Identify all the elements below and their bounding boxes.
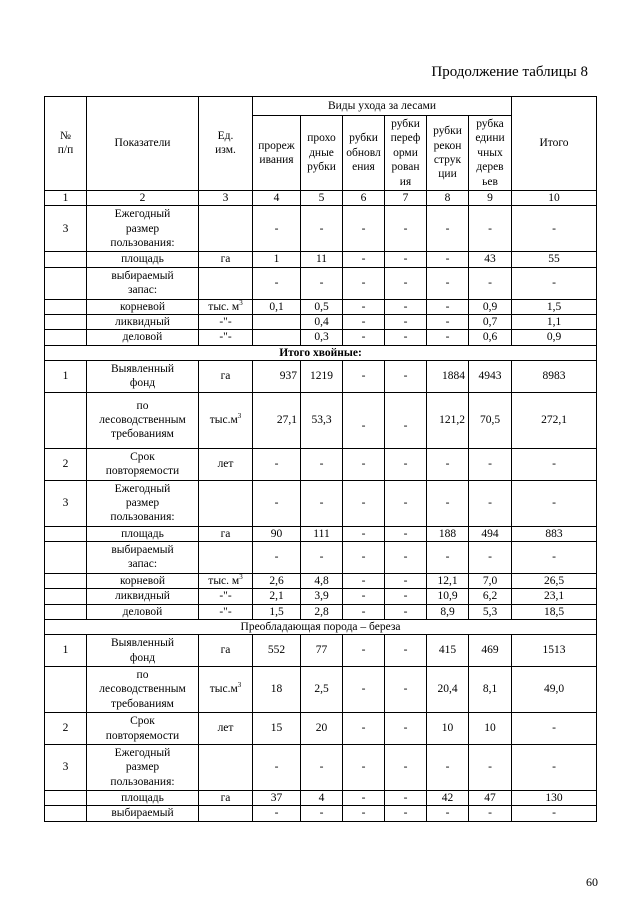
cell: -: [343, 713, 385, 745]
cell: 15: [253, 713, 301, 745]
row-label: по лесоводственным требованиям: [87, 667, 199, 713]
row-num: 3: [45, 206, 87, 252]
cell: 272,1: [512, 392, 597, 448]
row-unit: -"-: [199, 589, 253, 604]
row-num: [45, 252, 87, 267]
cell: 4,8: [301, 573, 343, 588]
row-unit: [199, 542, 253, 574]
cell: 0,7: [469, 314, 512, 329]
row-unit: [199, 806, 253, 821]
cell: -: [512, 713, 597, 745]
cell: -: [385, 480, 427, 526]
cell: -: [343, 448, 385, 480]
cell: -: [512, 806, 597, 821]
row-unit: тыс. $м^3$: [199, 299, 253, 314]
cell: 469: [469, 635, 512, 667]
cell: -: [512, 448, 597, 480]
col-number: 10: [512, 190, 597, 205]
cell: -: [385, 206, 427, 252]
cell: 2,8: [301, 604, 343, 619]
cell: -: [343, 206, 385, 252]
cell: 6,2: [469, 589, 512, 604]
row-num: [45, 526, 87, 541]
cell: -: [385, 392, 427, 448]
cell: -: [512, 744, 597, 790]
cell: -: [343, 480, 385, 526]
table-row: [45, 330, 597, 345]
col-number: 7: [385, 190, 427, 205]
cell: -: [343, 806, 385, 821]
cell: -: [385, 542, 427, 574]
cell: -: [469, 267, 512, 299]
cell: 8983: [512, 361, 597, 393]
cell: -: [512, 542, 597, 574]
col-number: 9: [469, 190, 512, 205]
cell: -: [427, 448, 469, 480]
cell: 49,0: [512, 667, 597, 713]
row-label: Ежегодный размер пользования:: [87, 744, 199, 790]
table-row: [45, 448, 597, 480]
cell: 883: [512, 526, 597, 541]
cell: 55: [512, 252, 597, 267]
row-num: [45, 542, 87, 574]
cell: 26,5: [512, 573, 597, 588]
table-row: [45, 791, 597, 806]
row-unit: [199, 480, 253, 526]
cell: 1,1: [512, 314, 597, 329]
cell: -: [343, 542, 385, 574]
cell: 937: [253, 361, 301, 393]
cell: 1513: [512, 635, 597, 667]
row-label: выбираемый запас:: [87, 542, 199, 574]
cell: 1: [253, 252, 301, 267]
cell: [253, 330, 301, 345]
cell: 23,1: [512, 589, 597, 604]
cell: 27,1: [253, 392, 301, 448]
cell: [253, 314, 301, 329]
header-num: № п/п: [45, 97, 87, 191]
cell: -: [385, 791, 427, 806]
cell: -: [253, 542, 301, 574]
cell: 2,1: [253, 589, 301, 604]
header-col: рубки рекон струк ции: [427, 116, 469, 191]
row-label: выбираемый запас:: [87, 267, 199, 299]
row-label: Выявленный фонд: [87, 635, 199, 667]
cell: -: [343, 635, 385, 667]
row-num: [45, 791, 87, 806]
cell: -: [427, 267, 469, 299]
cell: 4: [301, 791, 343, 806]
cell: -: [427, 206, 469, 252]
section-title-row: [45, 619, 597, 634]
row-unit: [199, 206, 253, 252]
cell: 70,5: [469, 392, 512, 448]
row-num: 2: [45, 713, 87, 745]
row-unit: га: [199, 791, 253, 806]
cell: -: [253, 206, 301, 252]
cell: -: [253, 480, 301, 526]
cell: 53,3: [301, 392, 343, 448]
cell: -: [469, 480, 512, 526]
cell: 10: [427, 713, 469, 745]
row-num: [45, 330, 87, 345]
col-number: 1: [45, 190, 87, 205]
col-number: 4: [253, 190, 301, 205]
table-row: [45, 480, 597, 526]
cell: 0,4: [301, 314, 343, 329]
table-row: [45, 392, 597, 448]
cell: 47: [469, 791, 512, 806]
row-unit: га: [199, 361, 253, 393]
cell: -: [512, 206, 597, 252]
row-label: площадь: [87, 791, 199, 806]
cell: 0,1: [253, 299, 301, 314]
cell: -: [301, 448, 343, 480]
cell: -: [343, 392, 385, 448]
row-num: 3: [45, 744, 87, 790]
cell: -: [385, 573, 427, 588]
cell: 42: [427, 791, 469, 806]
table-row: [45, 635, 597, 667]
cell: -: [253, 806, 301, 821]
row-label: деловой: [87, 330, 199, 345]
cell: 1,5: [253, 604, 301, 619]
cell: -: [301, 480, 343, 526]
cell: -: [469, 448, 512, 480]
cell: 3,9: [301, 589, 343, 604]
col-number: 2: [87, 190, 199, 205]
row-num: [45, 667, 87, 713]
cell: 18,5: [512, 604, 597, 619]
cell: 2,5: [301, 667, 343, 713]
cell: -: [427, 480, 469, 526]
cell: -: [512, 267, 597, 299]
cell: -: [301, 744, 343, 790]
cell: -: [343, 314, 385, 329]
cell: 0,9: [512, 330, 597, 345]
cell: 10: [469, 713, 512, 745]
cell: 0,3: [301, 330, 343, 345]
table-row: [45, 252, 597, 267]
cell: 0,5: [301, 299, 343, 314]
cell: -: [385, 635, 427, 667]
cell: -: [343, 791, 385, 806]
cell: -: [427, 299, 469, 314]
cell: 121,2: [427, 392, 469, 448]
row-label: по лесоводственным требованиям: [87, 392, 199, 448]
table-row: [45, 526, 597, 541]
cell: -: [343, 267, 385, 299]
row-unit: [199, 267, 253, 299]
row-label: ликвидный: [87, 589, 199, 604]
header-total: Итого: [512, 97, 597, 191]
cell: -: [427, 330, 469, 345]
header-group: Виды ухода за лесами: [253, 97, 512, 116]
table-caption: Продолжение таблицы 8: [431, 64, 588, 80]
cell: -: [343, 330, 385, 345]
cell: 8,1: [469, 667, 512, 713]
table-row: [45, 573, 597, 588]
cell: 7,0: [469, 573, 512, 588]
header-row: [45, 97, 597, 116]
cell: -: [385, 667, 427, 713]
row-label: площадь: [87, 526, 199, 541]
cell: 5,3: [469, 604, 512, 619]
row-label: корневой: [87, 299, 199, 314]
cell: 0,9: [469, 299, 512, 314]
cell: -: [427, 744, 469, 790]
cell: 77: [301, 635, 343, 667]
row-label: выбираемый: [87, 806, 199, 821]
row-label: Ежегодный размер пользования:: [87, 480, 199, 526]
cell: -: [385, 526, 427, 541]
cell: -: [427, 806, 469, 821]
row-unit: лет: [199, 713, 253, 745]
column-number-row: [45, 190, 597, 205]
cell: 90: [253, 526, 301, 541]
cell: -: [343, 299, 385, 314]
cell: -: [301, 542, 343, 574]
cell: 1219: [301, 361, 343, 393]
header-col: прореж ивания: [253, 116, 301, 191]
cell: 2,6: [253, 573, 301, 588]
row-num: [45, 806, 87, 821]
cell: 130: [512, 791, 597, 806]
cell: -: [469, 206, 512, 252]
row-num: [45, 267, 87, 299]
row-num: 1: [45, 361, 87, 393]
col-number: 6: [343, 190, 385, 205]
cell: -: [385, 448, 427, 480]
table-row: [45, 314, 597, 329]
cell: -: [385, 330, 427, 345]
table-row: [45, 267, 597, 299]
row-num: 1: [45, 635, 87, 667]
cell: -: [385, 589, 427, 604]
row-label: деловой: [87, 604, 199, 619]
cell: -: [301, 806, 343, 821]
table-row: [45, 542, 597, 574]
section-title-row: [45, 345, 597, 360]
row-unit: $тыс.м^3$: [199, 392, 253, 448]
cell: -: [343, 744, 385, 790]
table-row: [45, 667, 597, 713]
col-number: 3: [199, 190, 253, 205]
row-num: 2: [45, 448, 87, 480]
table-row: [45, 361, 597, 393]
cell: -: [343, 361, 385, 393]
cell: -: [385, 806, 427, 821]
cell: 43: [469, 252, 512, 267]
cell: -: [343, 604, 385, 619]
cell: 11: [301, 252, 343, 267]
row-label: Срок повторяемости: [87, 448, 199, 480]
row-label: Выявленный фонд: [87, 361, 199, 393]
data-table: [44, 96, 597, 822]
row-label: Ежегодный размер пользования:: [87, 206, 199, 252]
row-unit: га: [199, 526, 253, 541]
cell: 415: [427, 635, 469, 667]
cell: 111: [301, 526, 343, 541]
row-unit: лет: [199, 448, 253, 480]
row-num: [45, 604, 87, 619]
row-num: [45, 299, 87, 314]
cell: 18: [253, 667, 301, 713]
row-unit: -"-: [199, 330, 253, 345]
cell: -: [469, 542, 512, 574]
section-title: Преобладающая порода – береза: [45, 619, 597, 634]
col-number: 5: [301, 190, 343, 205]
table-row: [45, 589, 597, 604]
page-number: 60: [586, 875, 598, 889]
row-num: [45, 392, 87, 448]
cell: -: [343, 526, 385, 541]
cell: -: [385, 267, 427, 299]
cell: -: [343, 252, 385, 267]
cell: 188: [427, 526, 469, 541]
cell: -: [385, 361, 427, 393]
cell: -: [343, 573, 385, 588]
cell: -: [512, 480, 597, 526]
row-label: ликвидный: [87, 314, 199, 329]
cell: -: [427, 314, 469, 329]
table-row: [45, 604, 597, 619]
cell: 494: [469, 526, 512, 541]
cell: -: [385, 314, 427, 329]
row-num: [45, 573, 87, 588]
cell: -: [385, 604, 427, 619]
table-row: [45, 806, 597, 821]
header-col: прохо дные рубки: [301, 116, 343, 191]
cell: 1,5: [512, 299, 597, 314]
row-label: площадь: [87, 252, 199, 267]
table-row: [45, 713, 597, 745]
header-unit: Ед. изм.: [199, 97, 253, 191]
cell: -: [427, 252, 469, 267]
table-row: [45, 299, 597, 314]
cell: -: [301, 267, 343, 299]
cell: -: [469, 806, 512, 821]
cell: -: [253, 448, 301, 480]
cell: 552: [253, 635, 301, 667]
row-unit: га: [199, 252, 253, 267]
cell: 0,6: [469, 330, 512, 345]
cell: 1884: [427, 361, 469, 393]
cell: 12,1: [427, 573, 469, 588]
cell: 4943: [469, 361, 512, 393]
row-unit: [199, 744, 253, 790]
header-indicators: Показатели: [87, 97, 199, 191]
cell: -: [427, 542, 469, 574]
row-label: Срок повторяемости: [87, 713, 199, 745]
row-unit: га: [199, 635, 253, 667]
cell: -: [301, 206, 343, 252]
cell: -: [385, 713, 427, 745]
cell: -: [253, 744, 301, 790]
cell: 8,9: [427, 604, 469, 619]
section-title: Итого хвойные:: [45, 345, 597, 360]
cell: -: [385, 744, 427, 790]
row-num: 3: [45, 480, 87, 526]
cell: -: [469, 744, 512, 790]
cell: 20: [301, 713, 343, 745]
row-unit: $тыс.м^3$: [199, 667, 253, 713]
table-row: [45, 206, 597, 252]
row-label: корневой: [87, 573, 199, 588]
cell: -: [343, 589, 385, 604]
row-num: [45, 314, 87, 329]
table-row: [45, 744, 597, 790]
cell: 10,9: [427, 589, 469, 604]
cell: 20,4: [427, 667, 469, 713]
header-col: рубки переф орми рован ия: [385, 116, 427, 191]
header-col: рубки обновл ения: [343, 116, 385, 191]
col-number: 8: [427, 190, 469, 205]
cell: -: [343, 667, 385, 713]
row-unit: -"-: [199, 604, 253, 619]
header-col: рубка едини чных дерев ьев: [469, 116, 512, 191]
row-unit: тыс. $м^3$: [199, 573, 253, 588]
row-num: [45, 589, 87, 604]
cell: -: [385, 252, 427, 267]
cell: 37: [253, 791, 301, 806]
cell: -: [385, 299, 427, 314]
cell: -: [253, 267, 301, 299]
row-unit: -"-: [199, 314, 253, 329]
